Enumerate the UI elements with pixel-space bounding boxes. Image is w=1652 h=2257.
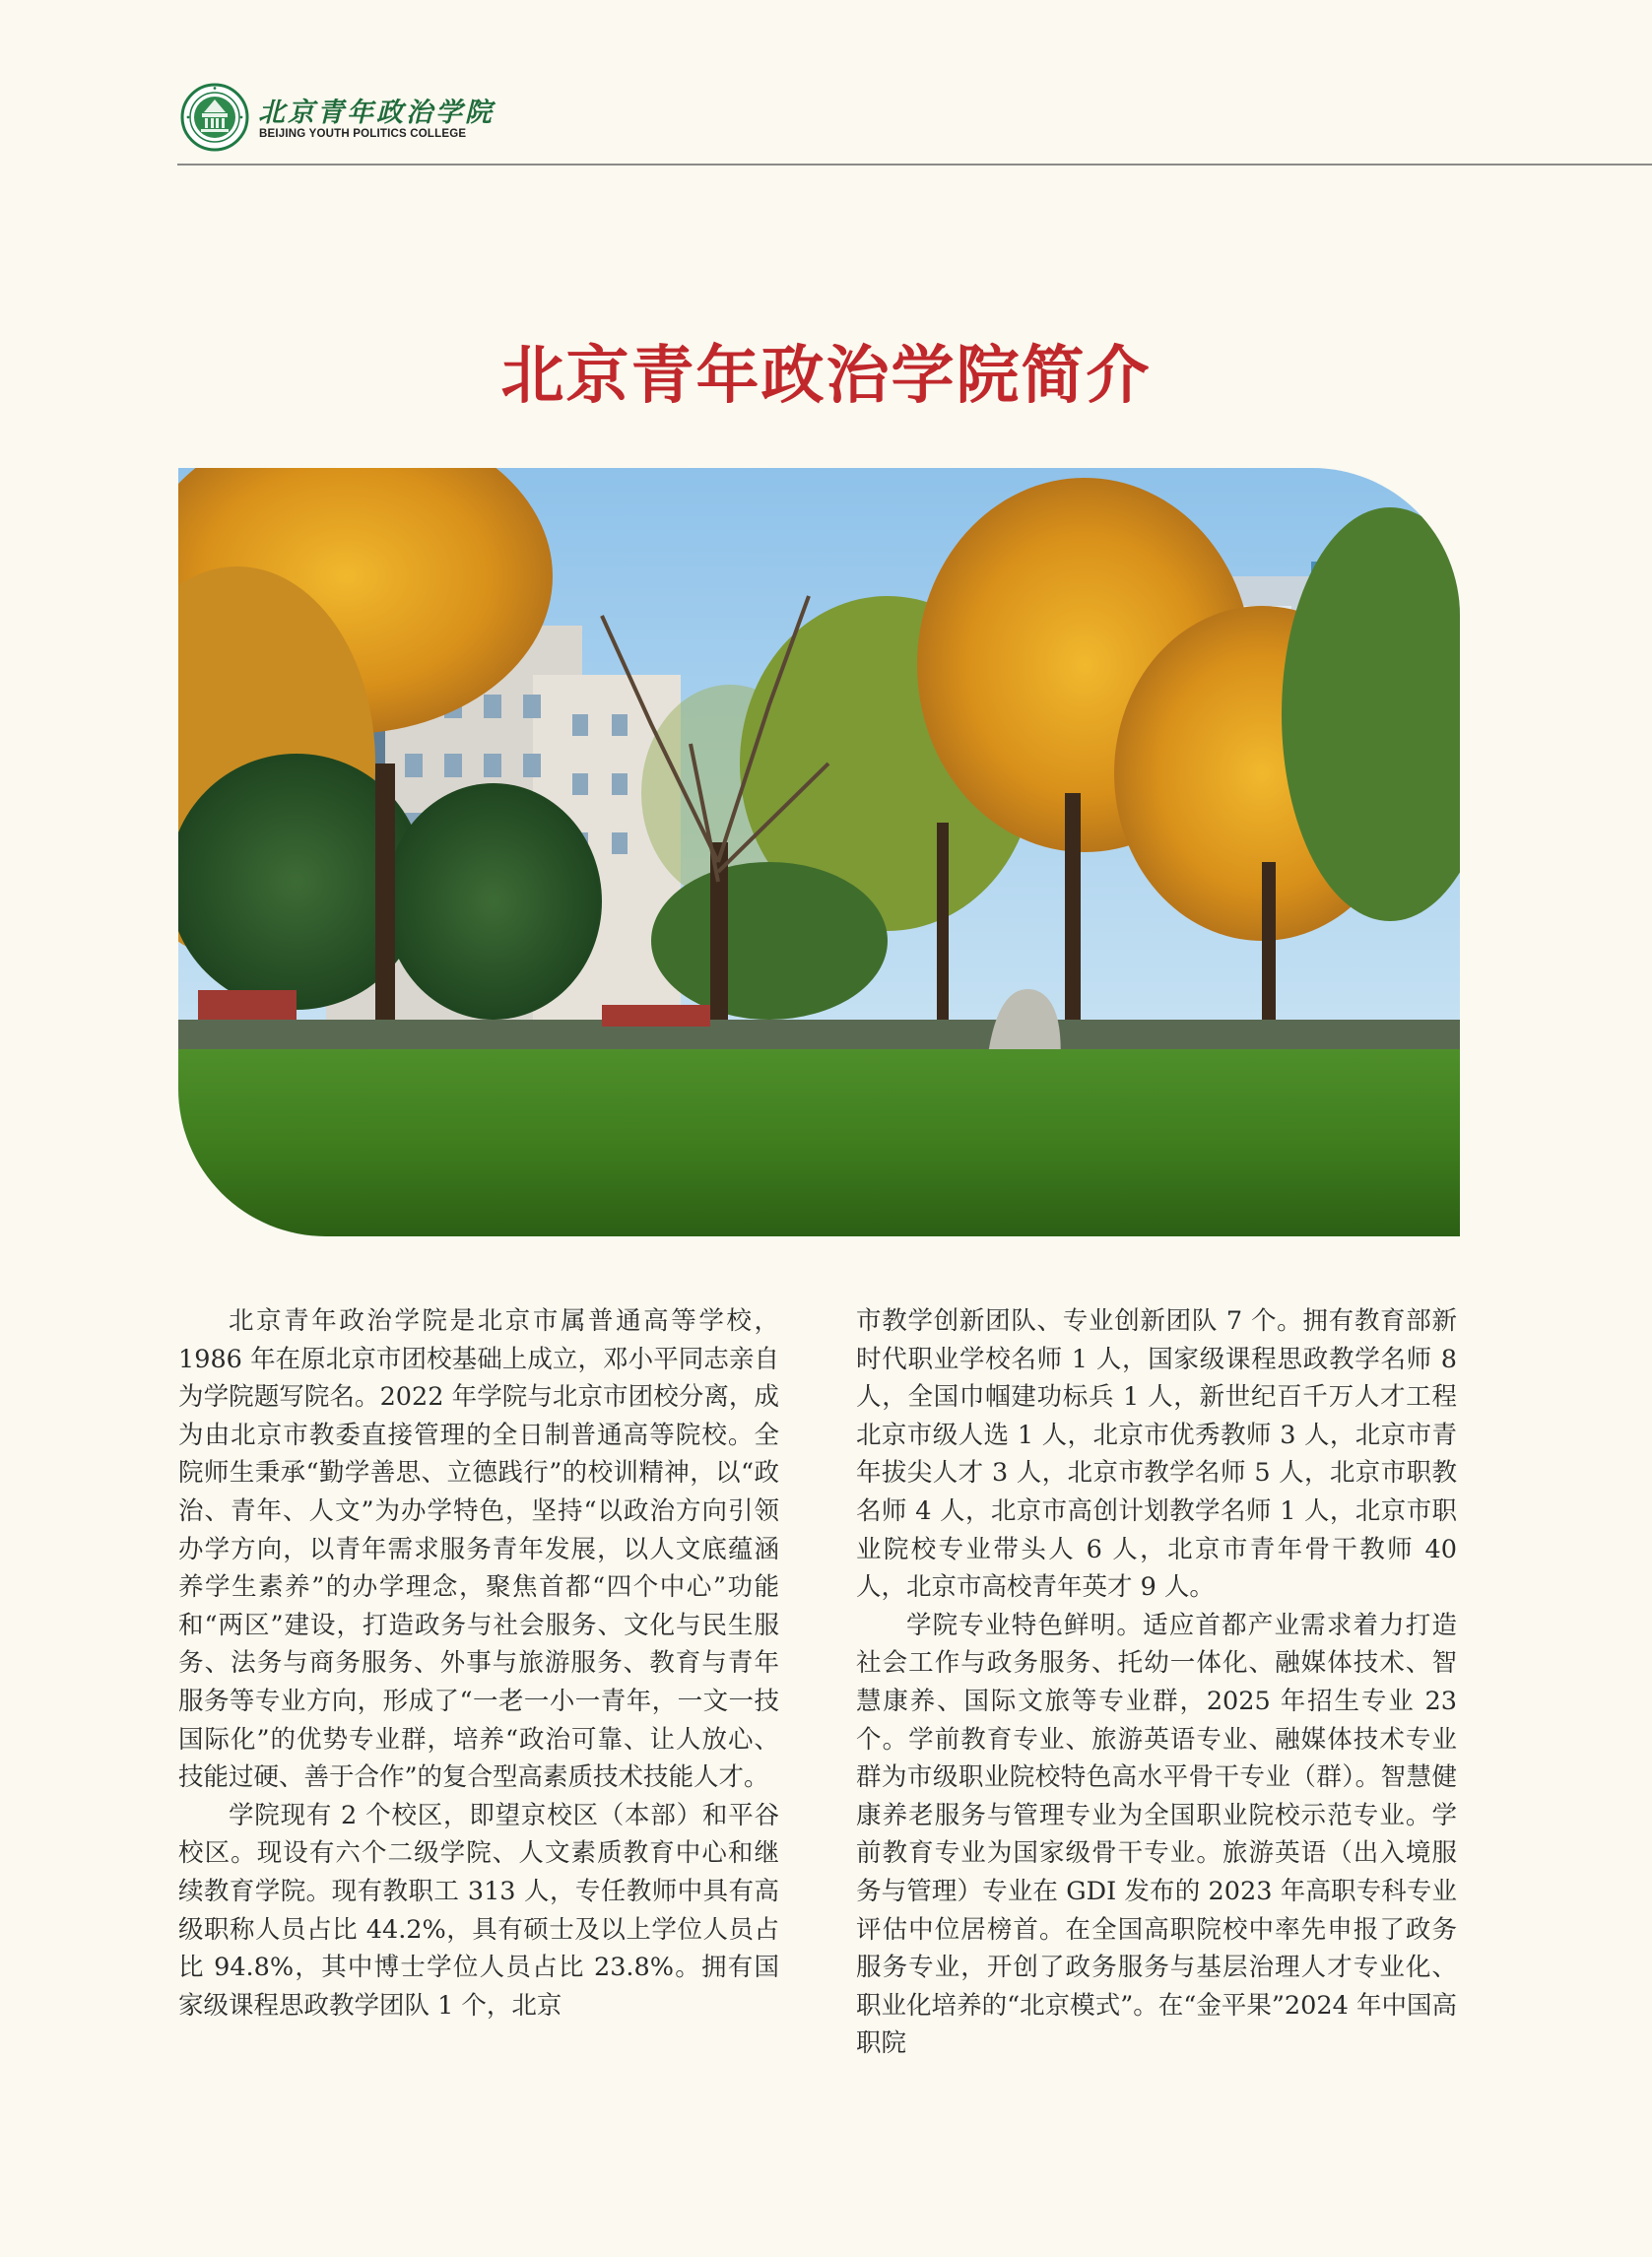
college-name-cn: 北京青年政治学院 — [258, 98, 495, 128]
paragraph-campus-faculty: 学院现有 2 个校区，即望京校区（本部）和平谷校区。现设有六个二级学院、人文素质教育中心和继续教育学院。现有教职工 313 人，专任教师中具有高级职称人员占比 44.2%，具有硕士及以上学位人员占比 94.8%，其中博士学位人员占比 23.8%。拥有国家级课程思政教学团队 1 个，北京 — [178, 1800, 779, 2021]
college-name-en: BEIJING YOUTH POLITICS COLLEGE — [259, 128, 467, 140]
paragraph-intro: 北京青年政治学院是北京市属普通高等学校，1986 年在原北京市团校基础上成立，邓小平同志亲自为学院题写院名。2022 年学院与北京市团校分离，成为由北京市教委直接管理的全日制普通高等院校。全院师生秉承“勤学善思、立德践行”的校训精神，以“政治、青年、人文”为办学特色，坚持“以政治方向引领办学方向，以青年需求服务青年发展，以人文底蕴涵养学生素养”的办学理念，聚焦首都“四个中心”功能和“两区”建设，打造政务与社会服务、文化与民生服务、法务与商务服务、外事与旅游服务、教育与青年服务等专业方向，形成了“一老一小一青年，一文一技国际化”的优势专业群，培养“政治可靠、让人放心、技能过硬、善于合作”的复合型高素质技术技能人才。 — [178, 1306, 779, 1793]
page-header — [0, 0, 1652, 166]
college-seal-icon — [180, 83, 249, 152]
body-column-left — [178, 1302, 779, 2025]
page-title: 北京青年政治学院简介 — [500, 340, 1152, 413]
paragraph-faculty-continued: 市教学创新团队、专业创新团队 7 个。拥有教育部新时代职业学校名师 1 人，国家级课程思政教学名师 8 人，全国巾帼建功标兵 1 人，新世纪百千万人才工程北京市级人选 1 人，北京市优秀教师 3 人，北京市青年拔尖人才 3 人，北京市教学名师 5 人，北京市职教名师 4 人，北京市高创计划教学名师 1 人，北京市职业院校专业带头人 6 人，北京市青年骨干教师 40 人，北京市高校青年英才 9 人。 — [856, 1306, 1457, 1603]
body-column-right — [856, 1302, 1457, 2063]
paragraph-programs: 学院专业特色鲜明。适应首都产业需求着力打造社会工作与政务服务、托幼一体化、融媒体技术、智慧康养、国际文旅等专业群，2025 年招生专业 23 个。学前教育专业、旅游英语专业、融媒体技术专业群为市级职业院校特色高水平骨干专业（群）。智慧健康养老服务与管理专业为全国职业院校示范专业。学前教育专业为国家级骨干专业。旅游英语（出入境服务与管理）专业在 GDI 发布的 2023 年高职专科专业评估中位居榜首。在全国高职院校中率先申报了政务服务专业，开创了政务服务与基层治理人才专业化、职业化培养的“北京模式”。在“金平果”2024 年中国高职院 — [856, 1610, 1457, 2059]
header-divider — [177, 164, 1652, 166]
campus-autumn-photo — [178, 468, 1460, 1236]
